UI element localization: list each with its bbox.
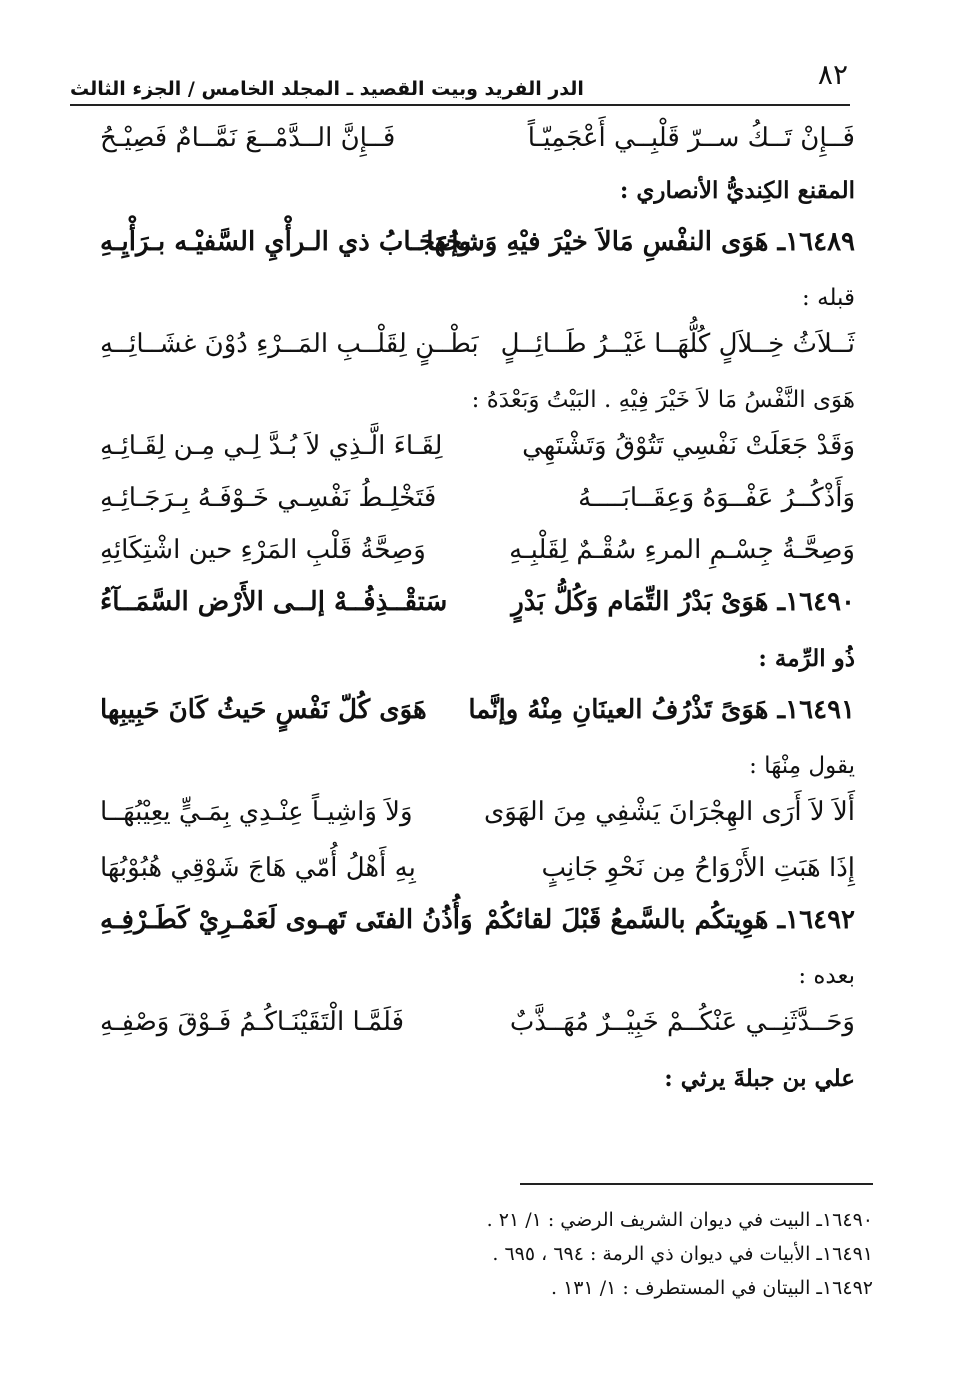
verse-second-hemistich: وَصِحَّةُ قَلْبِ المَرْءِ حين اشْتِكَائِهِ [100, 535, 426, 565]
verse-line [100, 999, 855, 1055]
verse-line [100, 115, 855, 167]
verse-line [100, 423, 855, 475]
verse-first-hemistich: ثَــلاَثُ خِــلاَلٍ كُلُّهَــا غَيْــرُ طَــائِــلٍ [500, 329, 855, 359]
note-heading [100, 275, 855, 321]
page-body [100, 115, 855, 1111]
running-title: الدر الفريد وبيت القصيد ـ المجلد الخامس / الجزء الثالث [70, 78, 584, 100]
header-divider [70, 104, 850, 106]
note-label: قبله : [802, 285, 855, 311]
poet-heading [100, 635, 855, 687]
verse-second-hemistich: وَأُذُنُ الفتَى تَهـوى لَعَمْـرِيْ كَطَـرْفِـهِ [100, 905, 473, 935]
verse-line-numbered [100, 687, 855, 743]
verse-second-hemistich: فَتَخْلِـطُ نَفْسِـي خَـوْفَـهُ بِـرَجَـائِـهِ [100, 483, 437, 513]
verse-second-hemistich: بَطْــنٍ لِقَلْــبِ المَــرْءِ دُوْنَ غشَــائِــهِ [100, 329, 479, 359]
note-label: يقول مِنْهَا : [749, 753, 855, 779]
verse-first-hemistich: وَقَدْ جَعَلَتْ نَفْسِي تَتُوْقُ وَتَشْتَهِي [522, 431, 855, 461]
poet-name: علي بن جبلةَ يرثي : [664, 1065, 855, 1092]
footnote: ١٦٤٩١ـ الأبيات في ديوان ذي الرمة : ٦٩٤ ، ٦٩٥ . [492, 1243, 873, 1265]
verse-first-hemistich: أَلاَ لاَ أَرَى الهِجْرَانَ يَشْفِي مِنَ الهَوَى [483, 797, 855, 827]
verse-second-hemistich: بِهِ أَهْلُ أُمّي هَاجَ شَوْقِي هُبُوْبُهَا [100, 853, 416, 883]
footnote: ١٦٤٩٠ـ البيت في ديوان الشريف الرضي : ١/ ٢١ . [486, 1209, 873, 1231]
note-heading [100, 953, 855, 999]
verse-line-numbered [100, 579, 855, 635]
verse-line [100, 475, 855, 527]
page-header [70, 58, 850, 106]
verse-second-hemistich: سَتقْــذِفُــهْ إلــى الأَرْض السَّمَــآءُ [100, 587, 448, 617]
poet-name: ذُو الرِّمة : [758, 645, 855, 672]
note-text: هَوَى النَّفْسُ مَا لاَ خَيْرَ فِيْهِ . البَيْتُ وَبَعْدَهُ : [471, 387, 855, 413]
verse-first-hemistich: فَــإِنْ تَــكُ ســرّ قَلْبِــي أَعْجَمِيّـاً [527, 123, 855, 153]
verse-second-hemistich: لِقَـاءَ الَّـذِي لاَ بُـدَّ لِـي مِـن لِقَـائِـهِ [100, 431, 443, 461]
verse-line-numbered [100, 219, 855, 275]
verse-first-hemistich: ١٦٤٩٢ـ هَوِيتكُم بالسَّمعُ قَبْلَ لقائكُمْ [484, 905, 855, 935]
verse-line-numbered [100, 897, 855, 953]
verse-line [100, 845, 855, 897]
verse-line [100, 527, 855, 579]
verse-line [100, 789, 855, 845]
footnote: ١٦٤٩٢ـ البيتان في المستطرف : ١/ ١٣١ . [550, 1277, 873, 1299]
verse-line [100, 321, 855, 377]
poet-heading [100, 1055, 855, 1111]
poet-heading [100, 167, 855, 219]
verse-second-hemistich: وإعجَـابُ ذي الـرأْيِ السَّفيْـه بـرَأْيِـهِ [100, 227, 472, 257]
poet-name: المقنع الكِنديُّ الأنصاري : [619, 177, 855, 204]
verse-second-hemistich: فَــإِنَّ الــدَّمْــعَ نَمَّــامٌ فَصِيْـحُ [100, 123, 396, 153]
note-heading [100, 377, 855, 423]
verse-second-hemistich: هَوَى كُلّ نَفْسٍ حَيثُ كَانَ حَبِيبِها [100, 695, 427, 725]
note-label: بعده : [798, 963, 855, 989]
verse-first-hemistich: وَصِحَّـةُ جِسْـمِ المرءِ سُقْـمٌ لِقَلْبِـهِ [509, 535, 855, 565]
verse-first-hemistich: ١٦٤٩١ـ هَوَىً تَذْرُفُ العينَانِ مِنْهُ وإنَّما [468, 695, 855, 725]
verse-second-hemistich: فَلَمَّـا الْتَقَيْنَـاكُـمُ فَـوْقَ وَصْفِـهِ [100, 1007, 405, 1037]
verse-first-hemistich: وَأَذْكُــرُ عَفْــوَهُ وَعِقَــابَــــهُ [578, 483, 855, 513]
verse-first-hemistich: ١٦٤٩٠ـ هَوَىْ بَدْرُ التِّمَام وَكُلُّ بَدْرٍ [511, 587, 855, 617]
verse-first-hemistich: وَحَــدَّثَنِــي عَنْكُــمْ خَبِيْــرٌ مُهَــذَّبٌ [509, 1007, 855, 1037]
note-heading [100, 743, 855, 789]
footnote-divider [520, 1183, 873, 1185]
verse-first-hemistich: ١٦٤٨٩ـ هَوَى النفْسِ مَالاَ خيْرَ فيْهِ وَشحُهَا [426, 227, 855, 257]
page-number: ٨٢ [817, 58, 848, 91]
verse-second-hemistich: وَلاَ وَاشِيـاً عِنْـدِي بِمَـيٍّ يعِيْبُهَــا [100, 797, 413, 827]
footnotes [300, 1203, 873, 1305]
verse-first-hemistich: إِذَا هَبَتِ الأَرْوَاحُ مِن نَحْوِ جَانِبٍ [541, 853, 855, 883]
